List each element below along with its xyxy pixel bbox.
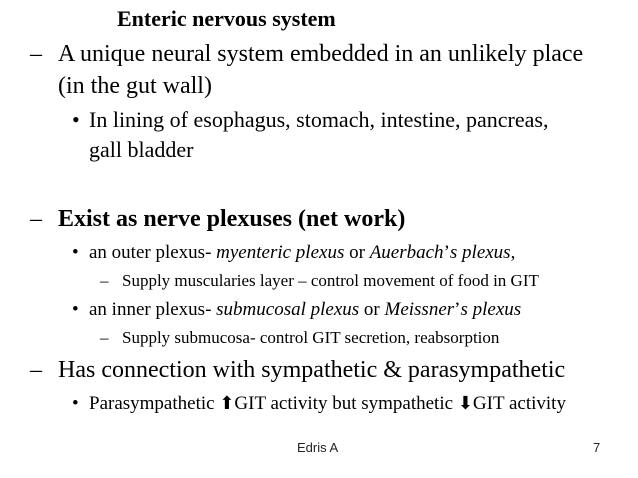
item1-line2: (in the gut wall) [58,73,212,99]
item1-line1: A unique neural system embedded in an unlikely place [58,41,584,67]
item2-b1-line [89,240,515,266]
item2-b2-sub: Supply submucosa- control GIT secretion, reabsorption [122,328,500,347]
item2-b1-term1: myenteric plexus [216,242,345,263]
item2-b2-line [89,297,521,323]
item2-b2-term1: submucosal plexus [216,299,360,320]
item2-b1-apos: ’ [443,242,450,263]
footer-author: Edris A [297,440,339,455]
item1-sub-line2: gall bladder [89,137,194,162]
item3-line [89,391,566,417]
item2-b1-bullet: • [72,242,79,263]
item2-b2-apos: ’ [454,299,461,320]
item2-b1-term2: Auerbach [369,242,444,263]
item1-bullet: • [72,107,80,132]
item3-bullet: • [72,393,79,414]
item1-sub-line1: In lining of esophagus, stomach, intestine, pancreas, [89,107,549,132]
item2-b2-term2: Meissner [384,299,455,320]
item2-b1-sub-dash: – [100,271,109,290]
item2-dash: – [30,206,42,232]
item2-text: Exist as nerve plexuses (net work) [58,206,406,232]
item3-part3: GIT activity [472,393,566,414]
item2-b1-term2b: s plexus [449,242,511,263]
down-arrow-icon: ⬇ [457,393,473,414]
item2-b1-end: , [510,242,516,263]
item2-b1-prefix: an outer plexus- [89,242,217,263]
page-number: 7 [593,440,601,455]
item3-text: Has connection with sympathetic & parasympathetic [58,357,566,383]
up-arrow-icon: ⬆ [219,393,235,414]
item2-b2-sub-dash: – [100,328,109,347]
item2-b1-or: or [344,242,370,263]
item2-b1-sub: Supply muscularies layer – control movement of food in GIT [122,271,539,290]
item3-part2: GIT activity but sympathetic [234,393,458,414]
item2-b2-or: or [359,299,385,320]
item3-dash: – [30,357,42,383]
item2-b2-prefix: an inner plexus- [89,299,217,320]
item2-b2-bullet: • [72,299,79,320]
slide-title: Enteric nervous system [117,6,336,31]
item2-b2-term2b: s plexus [460,299,522,320]
item3-part1: Parasympathetic [89,393,220,414]
item1-dash: – [30,41,42,67]
